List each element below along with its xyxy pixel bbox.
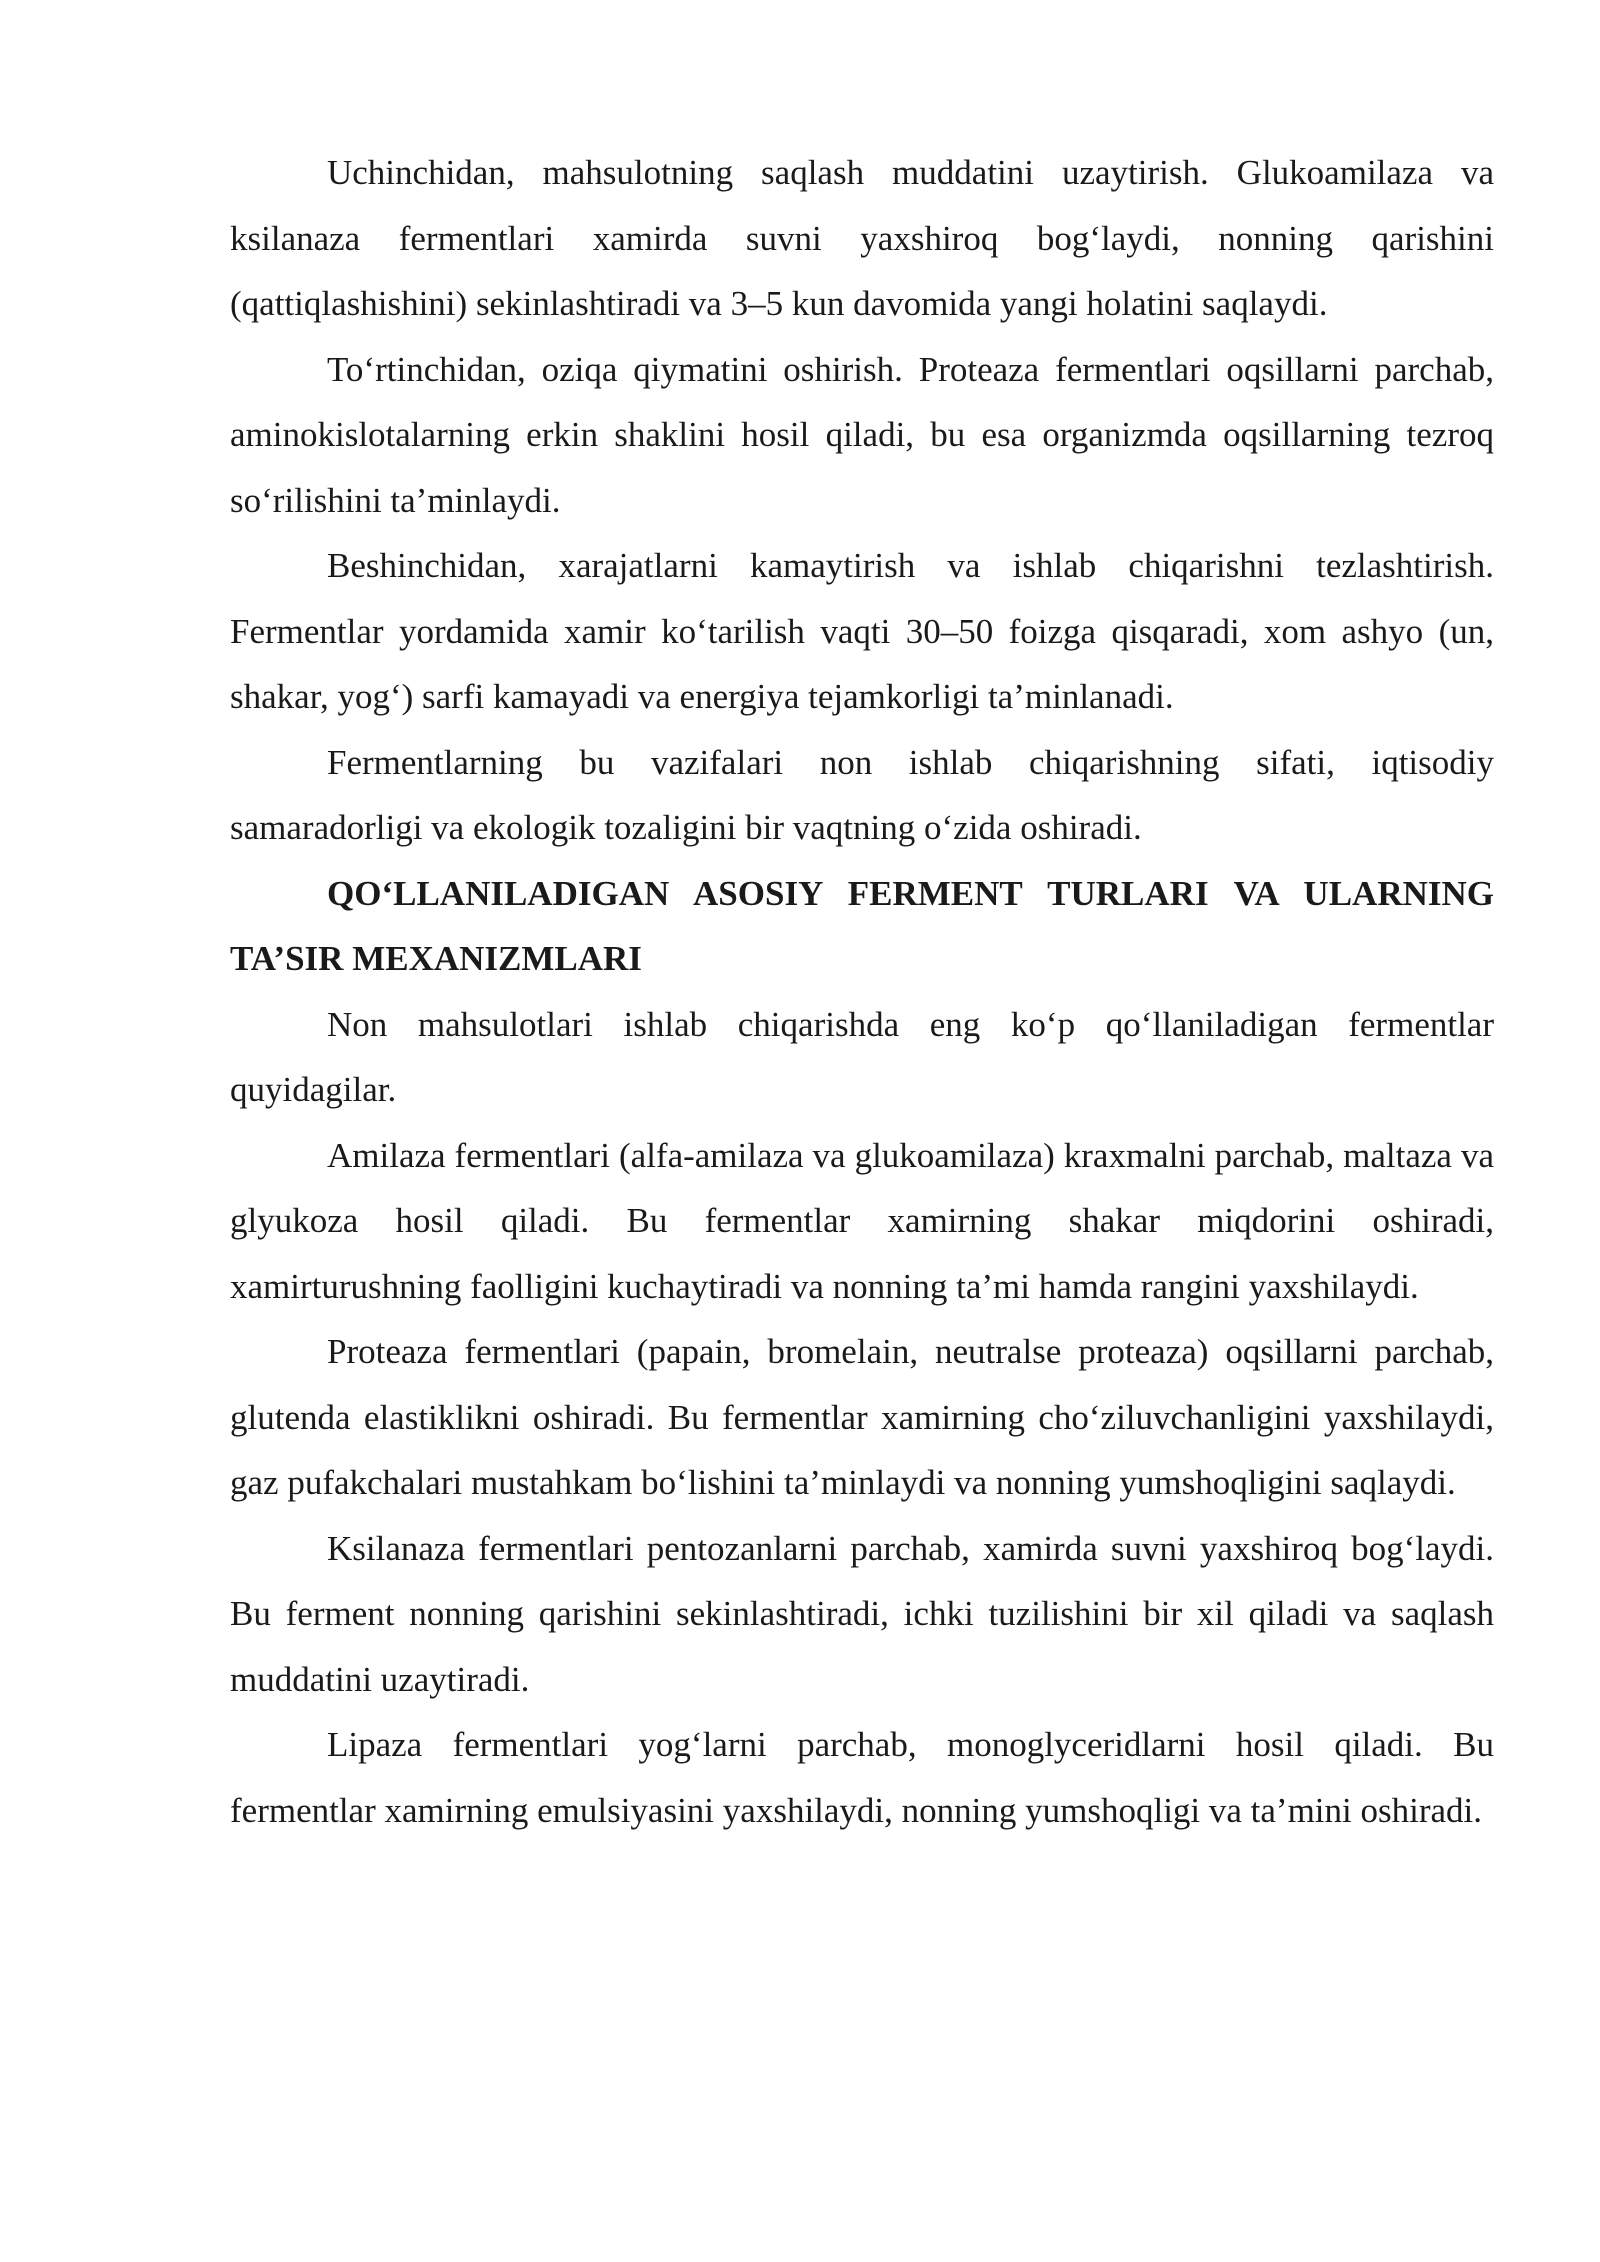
paragraph-enzyme-functions-summary: Fermentlarning bu vazifalari non ishlab chiqarishning sifati, iqtisodiy samaradorligi va ekologik tozaligini bir vaqtning o‘zida oshiradi. (230, 742, 1494, 847)
paragraph-lipase: Lipaza fermentlari yog‘larni parchab, monoglyceridlarni hosil qiladi. Bu fermentlar xamirning emulsiyasini yaxshilaydi, nonning yumshoqligi va ta’mini oshiradi. (230, 1725, 1494, 1830)
paragraph-cost-reduction: Beshinchidan, xarajatlarni kamaytirish va ishlab chiqarishni tezlashtirish. Fermentlar yordamida xamir ko‘tarilish vaqti 30–50 foizga qisqaradi, xom ashyo (un, shakar, yog‘) sarfi kamayadi va energiya tejamkorligi ta’minlanadi. (230, 546, 1494, 716)
paragraph-xylanase: Ksilanaza fermentlari pentozanlarni parchab, xamirda suvni yaxshiroq bog‘laydi. Bu ferment nonning qarishini sekinlashtiradi, ichki tuzilishini bir xil qiladi va saqlash muddatini uzaytiradi. (230, 1528, 1494, 1699)
paragraph-nutritional-value: To‘rtinchidan, oziqa qiymatini oshirish. Proteaza fermentlari oqsillarni parchab, aminokislotalarning erkin shaklini hosil qiladi, bu esa organizmda oqsillarning tezroq so‘rilishini ta’minlaydi. (230, 349, 1494, 520)
paragraph-protease: Proteaza fermentlari (papain, bromelain, neutralse proteaza) oqsillarni parchab, glutenda elastiklikni oshiradi. Bu fermentlar xamirning cho‘ziluvchanligini yaxshilaydi, gaz pufakchalari mustahkam bo‘lishini ta’minlaydi va nonning yumshoqligini saqlaydi. (230, 1332, 1494, 1502)
section-heading: QO‘LLANILADIGAN ASOSIY FERMENT TURLARI VA ULARNING TA’SIR MEXANIZMLARI (230, 873, 1494, 978)
paragraph-amylase: Amilaza fermentlari (alfa-amilaza va glukoamilaza) kraxmalni parchab, maltaza va glyukoza hosil qiladi. Bu fermentlar xamirning shakar miqdorini oshiradi, xamirturushning faolligini kuchaytiradi va nonning ta’mi hamda rangini yaxshilaydi. (230, 1135, 1494, 1306)
paragraph-enzymes-intro: Non mahsulotlari ishlab chiqarishda eng ko‘p qo‘llaniladigan fermentlar quyidagilar. (230, 1004, 1494, 1109)
paragraph-shelf-life: Uchinchidan, mahsulotning saqlash muddatini uzaytirish. Glukoamilaza va ksilanaza fermentlari xamirda suvni yaxshiroq bog‘laydi, nonning qarishini (qattiqlashishini) sekinlashtiradi va 3–5 kun davomida yangi holatini saqlaydi. (230, 153, 1494, 323)
document-page (230, 140, 1494, 1843)
